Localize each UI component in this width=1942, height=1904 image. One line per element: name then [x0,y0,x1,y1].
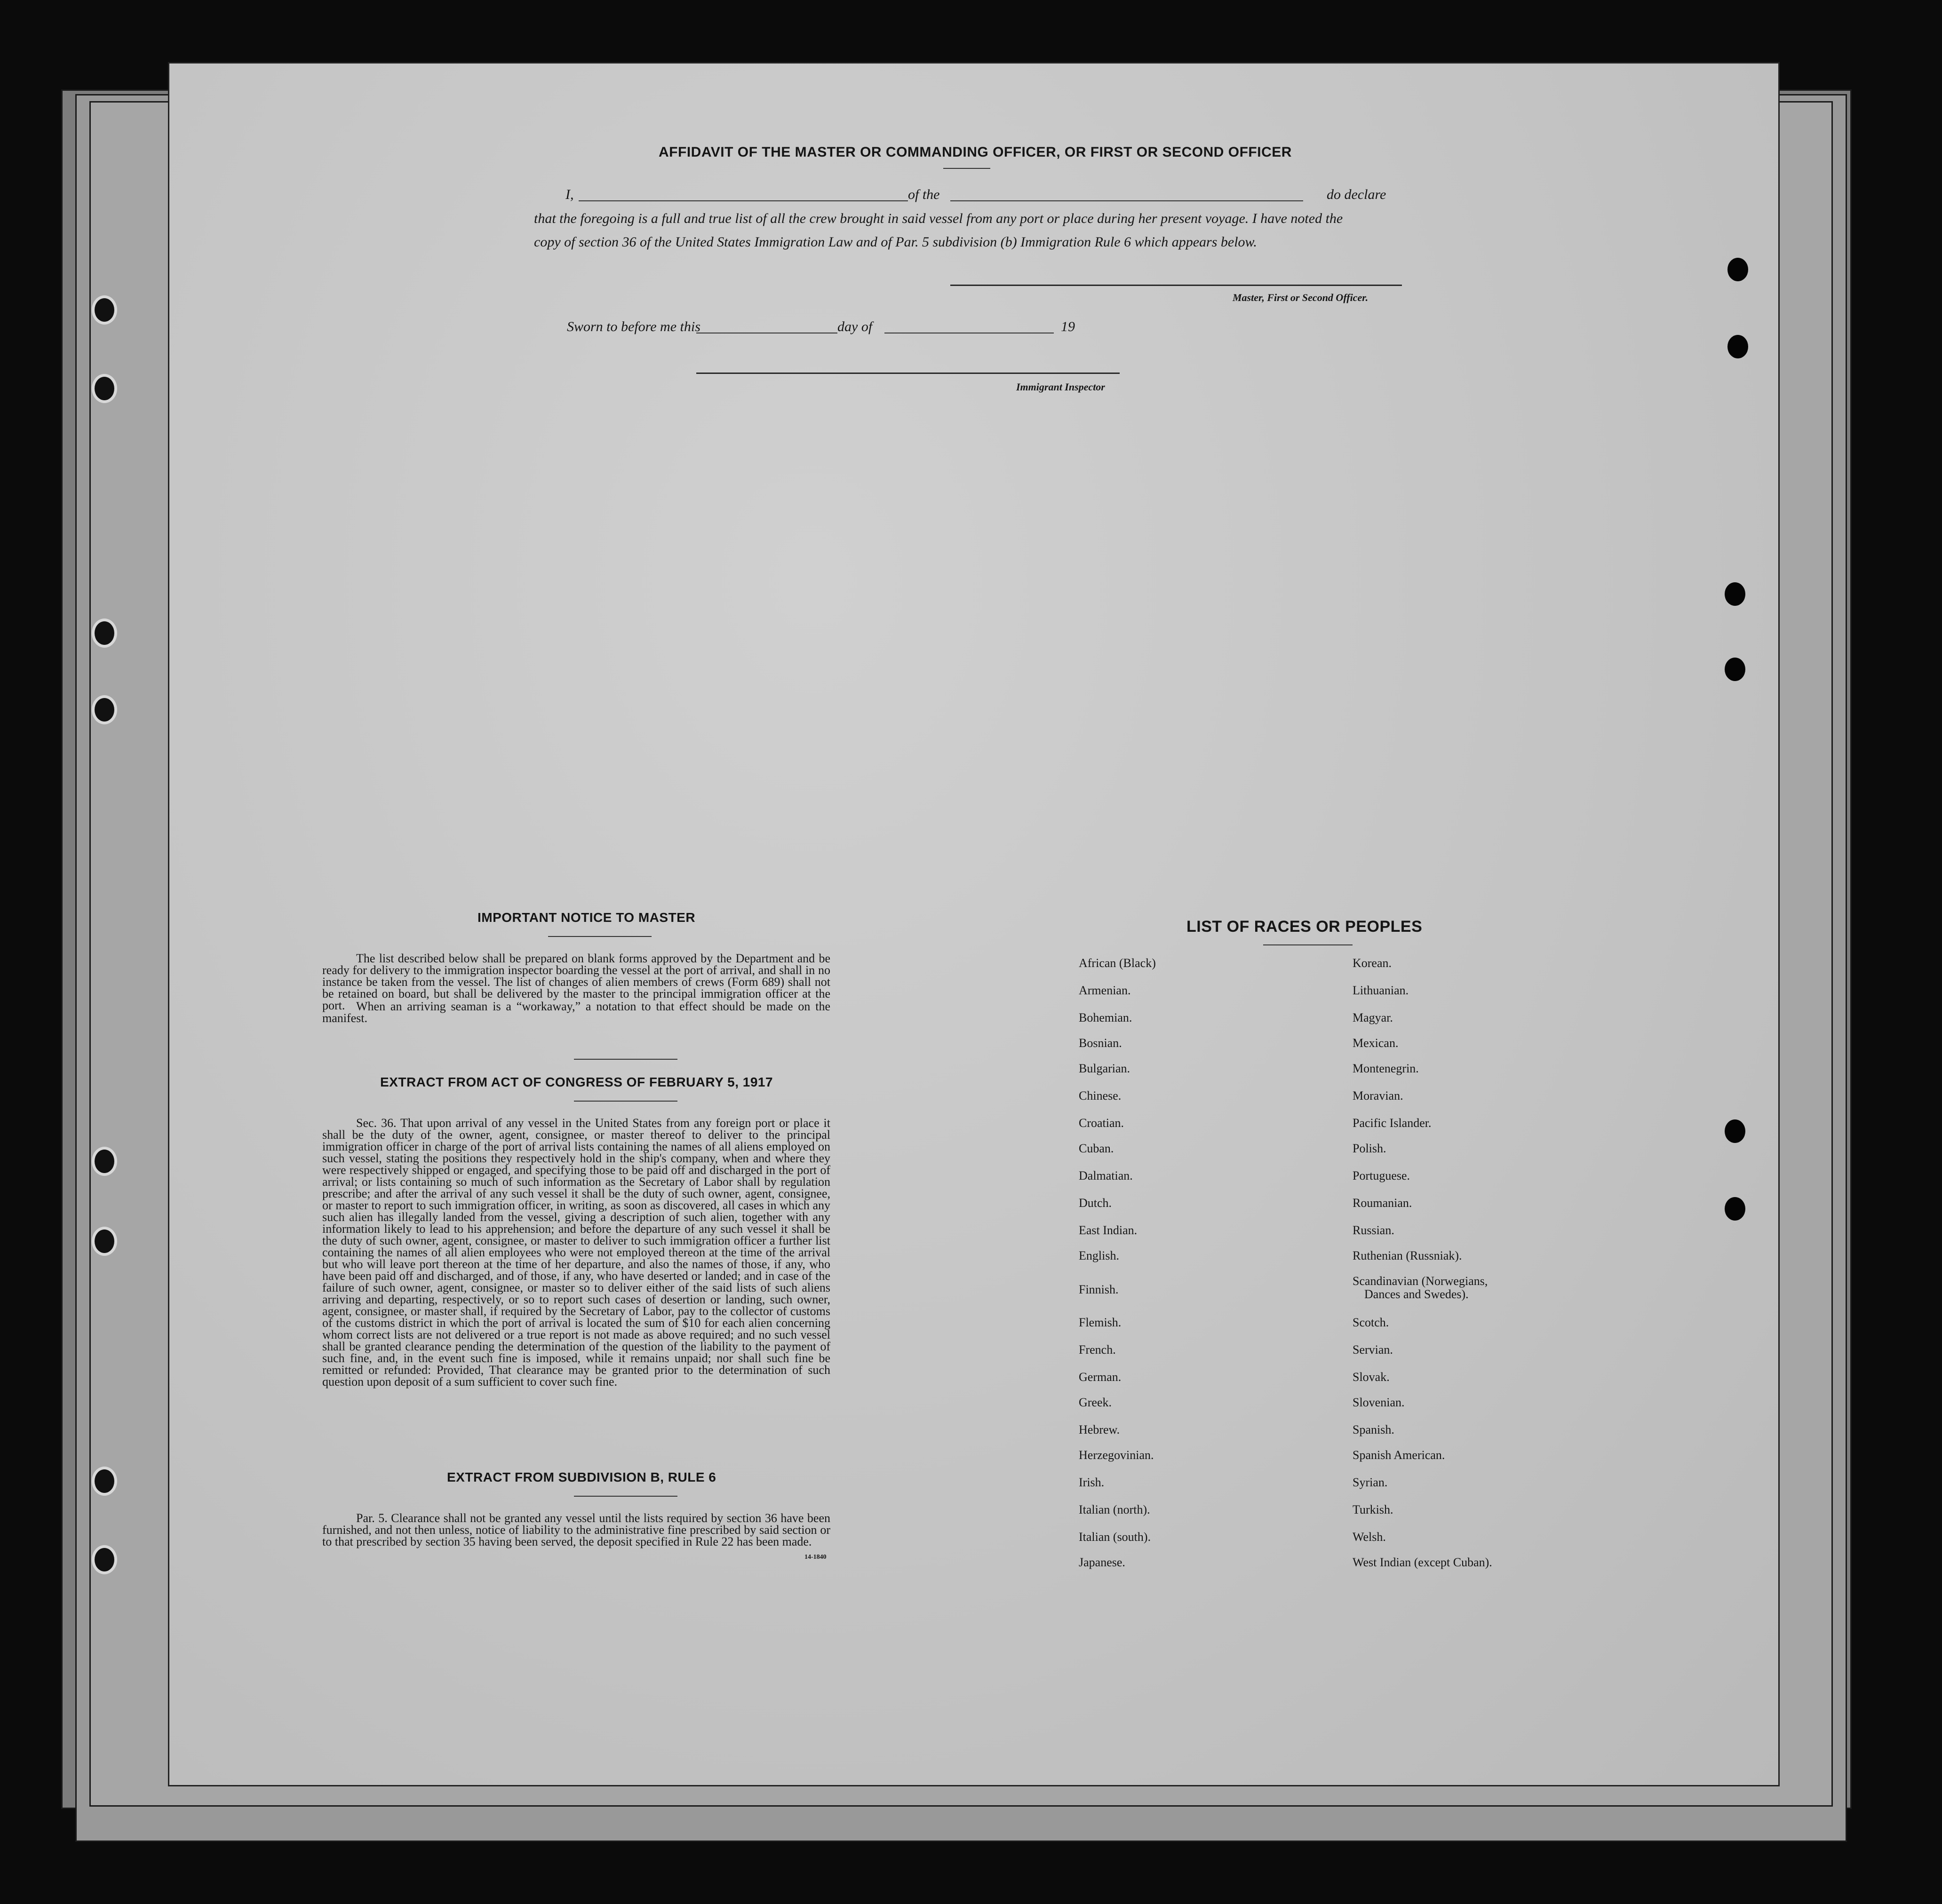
punch-hole [1727,258,1748,281]
race-item: Chinese. [1079,1089,1122,1103]
race-item: Welsh. [1353,1530,1386,1544]
extract-act-title: EXTRACT FROM ACT OF CONGRESS OF FEBRUARY 5, 1917 [380,1075,773,1089]
punch-hole [1725,1197,1745,1221]
race-item: Spanish American. [1353,1448,1445,1462]
master-caption: Master, First or Second Officer. [1233,292,1369,303]
race-item: Syrian. [1353,1476,1388,1489]
race-item: Polish. [1353,1142,1386,1155]
punch-hole [1725,658,1745,681]
race-item: Flemish. [1079,1316,1122,1329]
divider [943,168,990,169]
divider [548,936,652,937]
races-title: LIST OF RACES OR PEOPLES [1186,918,1423,936]
notice-paragraph-1: The list described below shall be prepared on blank forms approved by the Department and be ready for delivery to the immigration inspector boarding the vessel at the port of arrival, and shall in no instance be taken from the vessel. The list of changes of alien members of crews (Form 689) shall not be retained on board, but shall be delivered by the master to the principal immigration officer at the port. [322,952,830,1012]
punch-hole [92,374,117,403]
race-item: Herzegovinian. [1079,1448,1154,1462]
year-prefix: 19 [1061,319,1075,334]
punch-hole [92,295,117,325]
race-item: Korean. [1353,956,1392,970]
document-page [169,63,1778,1785]
notice-title: IMPORTANT NOTICE TO MASTER [478,910,696,925]
divider [1263,944,1353,945]
race-item: Italian (south). [1079,1530,1151,1544]
race-item: Greek. [1079,1396,1112,1409]
race-item: Mexican. [1353,1036,1399,1050]
race-item: Ruthenian (Russniak). [1353,1249,1462,1262]
affidavit-title: AFFIDAVIT OF THE MASTER OR COMMANDING OFFICER, OR FIRST OR SECOND OFFICER [659,144,1292,160]
punch-hole [92,1147,117,1176]
extract-rule-text: Par. 5. Clearance shall not be granted any vessel until the lists required by section 36 have been furnished, and not then unless, notice of liability to the administrative fine prescribed by said section or to that prescribed by section 35 having been served, the deposit specified in Rule 22 has been made. [322,1511,830,1548]
vessel-field[interactable] [950,200,1303,201]
punch-hole [92,1545,117,1574]
race-item: Servian. [1353,1343,1393,1357]
race-item: Lithuanian. [1353,984,1409,997]
race-item: Irish. [1079,1476,1105,1489]
name-field[interactable] [579,200,908,201]
race-item: Russian. [1353,1223,1394,1237]
sworn-text: Sworn to before me this [567,319,700,334]
divider [574,1101,677,1102]
form-number: 14-1840 [804,1554,827,1561]
race-item: French. [1079,1343,1116,1357]
race-item: Armenian. [1079,984,1131,997]
affidavit-of-the: of the [908,187,940,202]
race-item: Bohemian. [1079,1011,1132,1024]
punch-hole [92,619,117,648]
master-signature-line[interactable] [950,285,1402,286]
race-item: Slovenian. [1353,1396,1405,1409]
punch-hole [92,1467,117,1496]
affidavit-i: I, [565,187,574,202]
punch-hole [1725,1119,1745,1143]
race-item: Portuguese. [1353,1169,1410,1182]
race-item: African (Black) [1079,956,1156,970]
race-item: Slovak. [1353,1370,1390,1384]
race-item: Magyar. [1353,1011,1393,1024]
race-item: Scotch. [1353,1316,1389,1329]
notice-paragraph-2: When an arriving seaman is a “workaway,” a notation to that effect should be made on the manifest. [322,1000,830,1025]
race-item: Hebrew. [1079,1423,1120,1436]
race-item: Italian (north). [1079,1503,1150,1516]
race-item: Pacific Islander. [1353,1116,1432,1130]
race-item: Finnish. [1079,1283,1119,1296]
race-item: Roumanian. [1353,1196,1412,1210]
race-item: West Indian (except Cuban). [1353,1555,1492,1569]
punch-hole [92,1227,117,1256]
affidavit-line-3: copy of section 36 of the United States Immigration Law and of Par. 5 subdivision (b) Immigration Rule 6 which appears below. [534,234,1257,250]
race-item: Cuban. [1079,1142,1114,1155]
race-item: English. [1079,1249,1119,1262]
race-item: German. [1079,1370,1122,1384]
divider [574,1496,677,1497]
punch-hole [92,695,117,724]
extract-act-text: Sec. 36. That upon arrival of any vessel in the United States from any foreign port or place it shall be the duty of the owner, agent, consignee, or master thereof to deliver to the principal immigration officer in charge of the port of arrival lists containing the names of all aliens employed on such vessel, stating the positions they respectively hold in the ship's company, when and where they were respectively shipped or engaged, and specifying those to be paid off and discharged in the port of arrival; or lists containing so much of such information as the Secretary of Labor shall by regulation prescribe; and after the arrival of any such vessel it shall be the duty of such owner, agent, consignee, or master to report to such immigration officer, in writing, as soon as discovered, all cases in which any such alien has illegally landed from the vessel, giving a description of such alien, together with any information likely to lead to his apprehension; and before the departure of any such vessel it shall be the duty of such owner, agent, consignee, or master to deliver to such immigration officer a further list containing the names of all alien employees who were not employed thereon at the time of the arrival but who will leave port thereon at the time of her departure, and also the names of those, if any, who have been paid off and discharged, and of those, if any, who have deserted or landed; and in case of the failure of such owner, agent, consignee, or master so to deliver either of the said lists of such aliens arriving and departing, respectively, or so to report such cases of desertion or landing, such owner, agent, consignee, or master shall, if required by the Secretary of Labor, pay to the collector of customs of the customs district in which the port of arrival is located the sum of $10 for each alien concerning whom correct lists are not delivered or a true report is not made as above required; and no such vessel shall be granted clearance pending the determination of the question of the liability to the payment of such fine, and, in the event such fine is imposed, while it remains unpaid; nor shall such fine be remitted or refunded: Provided, That clearance may be granted prior to the determination of such question upon deposit of a sum sufficient to cover such fine. [322,1116,830,1388]
race-item: Moravian. [1353,1089,1403,1103]
race-item: Spanish. [1353,1423,1394,1436]
affidavit-declare: do declare [1327,187,1386,202]
race-item: Montenegrin. [1353,1062,1419,1075]
race-item: Japanese. [1079,1555,1125,1569]
affidavit-line-2: that the foregoing is a full and true list of all the crew brought in said vessel from any port or place during her present voyage. I have noted the [534,211,1343,226]
divider [574,1059,677,1060]
race-item: Dutch. [1079,1196,1112,1210]
race-item: Bulgarian. [1079,1062,1130,1075]
inspector-caption: Immigrant Inspector [1016,381,1105,393]
race-item: Croatian. [1079,1116,1124,1130]
race-item: Scandinavian (Norwegians, [1353,1274,1488,1288]
punch-hole [1725,582,1745,606]
race-item: East Indian. [1079,1223,1138,1237]
race-item: Dances and Swedes). [1364,1287,1469,1301]
race-item: Bosnian. [1079,1036,1122,1050]
inspector-signature-line[interactable] [696,373,1120,374]
race-item: Turkish. [1353,1503,1393,1516]
punch-hole [1727,335,1748,358]
race-item: Dalmatian. [1079,1169,1133,1182]
extract-rule-title: EXTRACT FROM SUBDIVISION B, RULE 6 [447,1470,716,1484]
day-of-text: day of [837,319,873,334]
